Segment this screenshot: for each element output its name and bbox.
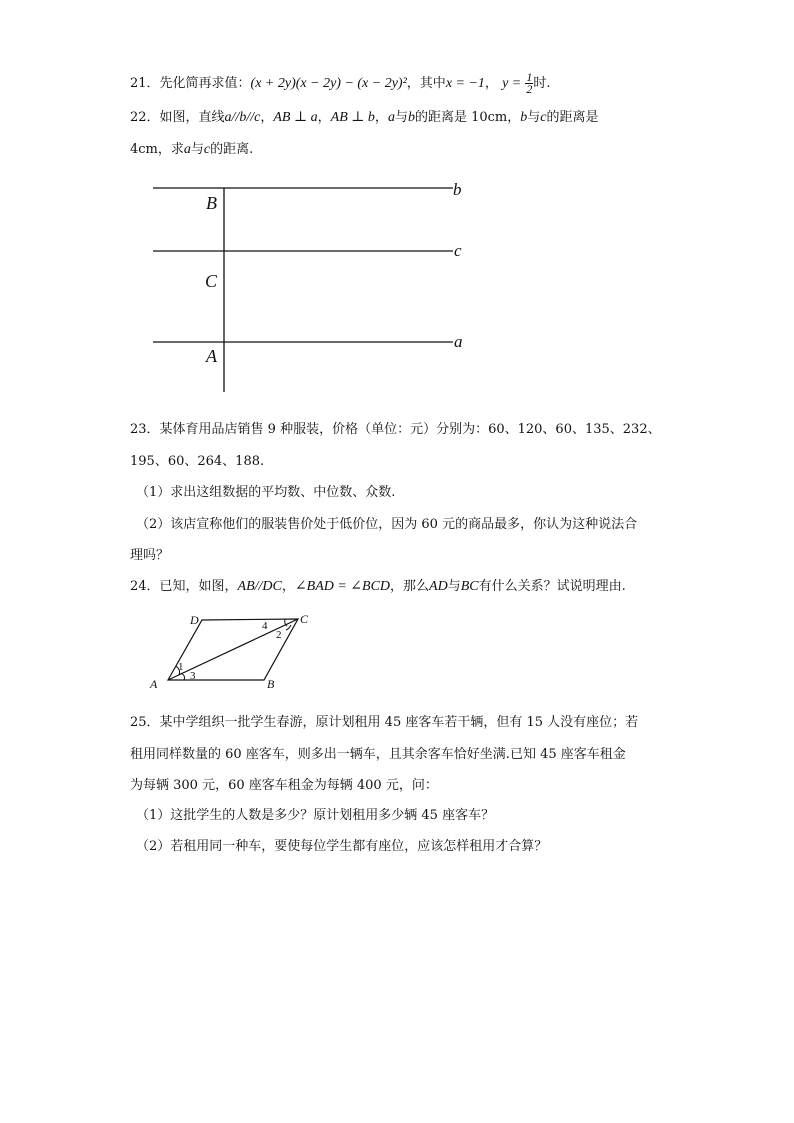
q21-suffix: 时.	[533, 76, 551, 91]
label-b: b	[453, 180, 462, 199]
q24-ad: AD	[429, 579, 448, 594]
label-c: c	[454, 241, 462, 260]
q24-prefix: 24．已知，如图，	[130, 579, 238, 594]
question-23-part2-line2: 理吗？	[130, 548, 170, 563]
vertex-B: B	[267, 677, 275, 691]
question-25-line2: 租用同样数量的 60 座客车，则多出一辆车，且其余客车恰好坐满.已知 45 座客车租金	[130, 747, 626, 762]
question-23-part2-line1: （2）该店宣称他们的服装售价处于低价位，因为 60 元的商品最多，你认为这种说法合	[136, 517, 638, 532]
q22-c: c	[540, 110, 547, 125]
q24-t2: 与	[447, 579, 461, 594]
q22-a: a	[387, 110, 395, 125]
question-23-part1: （1）求出这组数据的平均数、中位数、众数.	[136, 485, 396, 500]
q22-c2l: c	[203, 142, 211, 157]
question-22-line2	[130, 140, 253, 160]
q21-y-lhs: y =	[502, 76, 522, 91]
angle-label-3: 3	[190, 670, 196, 682]
question-21	[130, 72, 551, 95]
q22-c3: ，	[374, 110, 388, 125]
q24-t1: ，那么	[390, 579, 430, 594]
q24-c1: ，	[281, 579, 295, 594]
question-24	[130, 577, 626, 597]
q21-fraction-numerator: 1	[526, 70, 533, 84]
question-25-part1: （1）这批学生的人数是多少？原计划租用多少辆 45 座客车？	[136, 808, 495, 823]
q22-line2-prefix: 4cm，求	[130, 142, 184, 157]
question-25-line1: 25．某中学组织一批学生春游，原计划租用 45 座客车若干辆，但有 15 人没有座位；若	[130, 715, 639, 730]
label-B: B	[206, 193, 217, 213]
q24-cond2: ∠BAD = ∠BCD	[294, 579, 391, 594]
figure-24-parallelogram	[148, 608, 328, 693]
q22-a2: a	[183, 142, 191, 157]
q21-sep: ，	[484, 76, 498, 91]
q24-t3: 有什么关系？试说明理由.	[478, 579, 626, 594]
q21-fraction-denominator: 2	[526, 82, 533, 96]
q22-perp2: AB ⊥ b	[330, 110, 375, 125]
q22-c1: ，	[260, 110, 274, 125]
q21-prefix: 21．先化简再求值：	[130, 76, 251, 91]
q22-t3: 与	[527, 110, 541, 125]
vertex-D: D	[190, 613, 199, 627]
q22-b2: b	[520, 110, 528, 125]
angle-label-1: 1	[178, 661, 184, 673]
label-a: a	[454, 332, 463, 351]
angle-label-2: 2	[276, 629, 282, 641]
angle-label-4: 4	[262, 620, 268, 632]
label-A: A	[206, 346, 217, 366]
question-22-line1	[130, 108, 599, 128]
q22-t4: 的距离是	[546, 110, 599, 125]
q22-t5: 与	[190, 142, 204, 157]
q22-t2: 的距离是 10cm，	[414, 110, 521, 125]
question-23-line1: 23．某体育用品店销售 9 种服装，价格（单位：元）分别为：60、120、60、135、232、	[130, 422, 661, 437]
q22-t1: 与	[394, 110, 408, 125]
q21-x-condition: x = −1	[445, 76, 485, 91]
question-25-line3: 为每辆 300 元，60 座客车租金为每辆 400 元，问：	[130, 778, 438, 793]
vertex-A: A	[150, 677, 158, 691]
q22-parallel: a//b//c	[224, 110, 261, 125]
vertex-C: C	[300, 612, 309, 626]
q21-expression: (x + 2y)(x − 2y) − (x − 2y)²	[250, 76, 407, 91]
q24-bc: BC	[460, 579, 479, 594]
question-23-line2: 195、60、264、188.	[130, 454, 265, 469]
q22-b: b	[407, 110, 415, 125]
q21-mid: ，其中	[406, 76, 446, 91]
q22-t6: 的距离.	[210, 142, 254, 157]
label-C: C	[205, 271, 218, 291]
q24-cond1: AB//DC	[237, 579, 282, 594]
figure-22-parallel-lines	[148, 180, 488, 395]
q22-perp1: AB ⊥ a	[273, 110, 318, 125]
q22-c2: ，	[317, 110, 331, 125]
q22-prefix: 22．如图，直线	[130, 110, 225, 125]
question-25-part2: （2）若租用同一种车，要使每位学生都有座位，应该怎样租用才合算？	[136, 839, 548, 854]
